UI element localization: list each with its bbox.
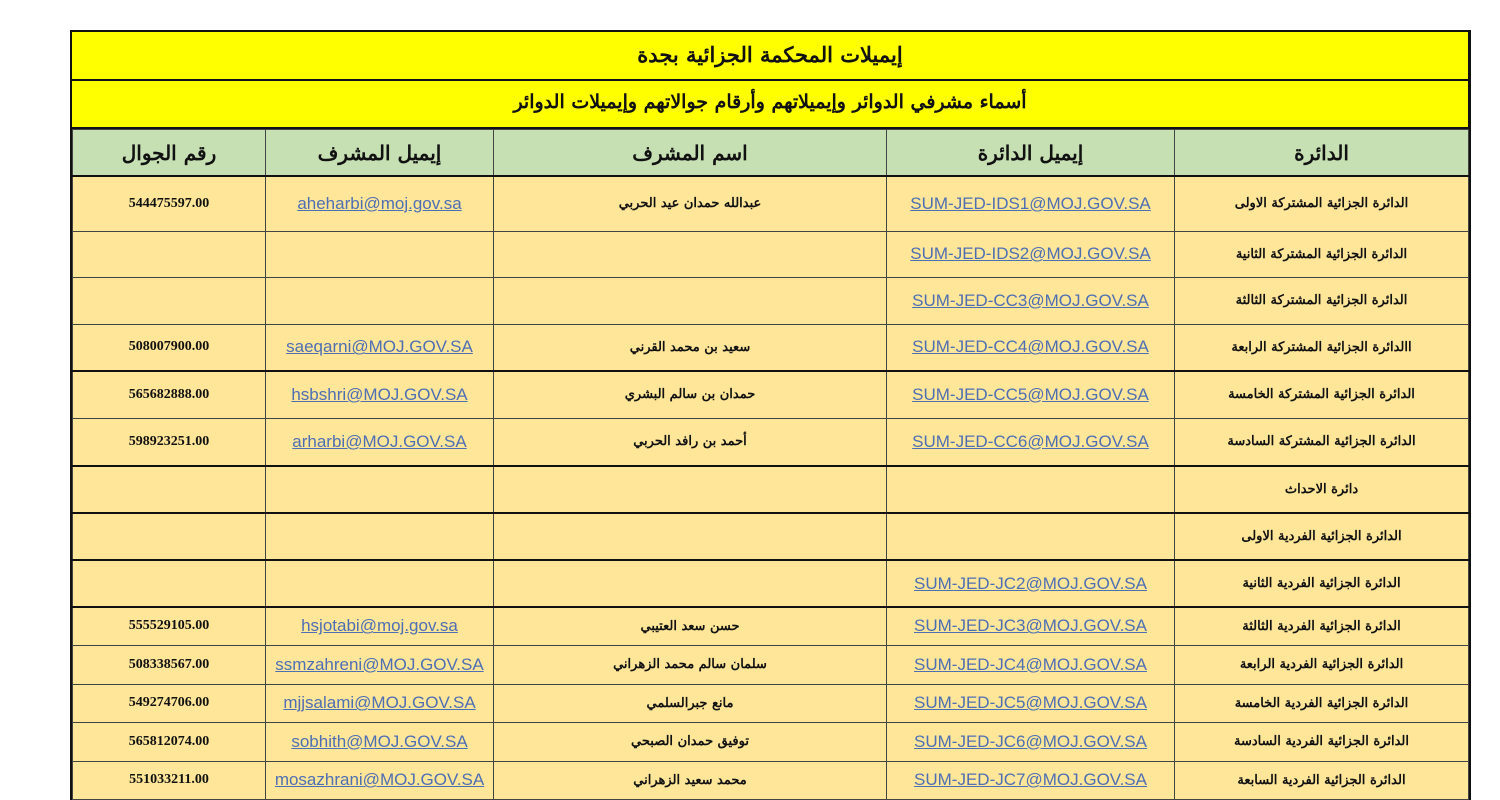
supervisor-email-cell (266, 324, 494, 371)
circuit-email-cell (887, 371, 1175, 418)
mobile-cell: 598923251.00 (73, 418, 266, 466)
header-circuit: الدائرة (1175, 130, 1469, 177)
table-row (73, 560, 1469, 607)
supervisor-email-cell (266, 176, 494, 231)
mobile-cell: 544475597.00 (73, 176, 266, 231)
spreadsheet (70, 30, 1471, 800)
mobile-cell: 508338567.00 (73, 645, 266, 684)
circuit-cell: الدائرة الجزائية الفردية الثانية (1175, 560, 1469, 607)
mobile-cell: 551033211.00 (73, 761, 266, 799)
supervisor-email-link[interactable]: mosazhrani@MOJ.GOV.SA (274, 770, 485, 789)
mobile-cell: 555529105.00 (73, 607, 266, 645)
circuit-cell: الدائرة الجزائية المشتركة السادسة (1175, 418, 1469, 466)
circuit-email-cell (887, 645, 1175, 684)
circuit-email-cell (887, 722, 1175, 761)
circuit-email-cell (887, 513, 1175, 560)
supervisor-cell (494, 513, 887, 560)
table-row (73, 231, 1469, 277)
circuit-email-link[interactable]: SUM-JED-JC4@MOJ.GOV.SA (914, 654, 1147, 674)
mobile-cell (73, 513, 266, 560)
mobile-cell: 549274706.00 (73, 684, 266, 722)
circuit-cell: دائرة الاحداث (1175, 466, 1469, 513)
supervisor-cell: توفيق حمدان الصبحي (494, 722, 887, 761)
table-row (73, 684, 1469, 722)
circuit-cell: الدائرة الجزائية الفردية الثالثة (1175, 607, 1469, 645)
supervisor-cell (494, 560, 887, 607)
header-supervisor: اسم المشرف (494, 130, 887, 177)
supervisor-email-cell (266, 607, 494, 645)
circuit-email-cell (887, 231, 1175, 277)
supervisor-cell (494, 277, 887, 324)
supervisor-email-cell (266, 371, 494, 418)
circuit-email-cell (887, 684, 1175, 722)
supervisor-cell: سعيد بن محمد القرني (494, 324, 887, 371)
supervisor-cell: أحمد بن رافد الحربي (494, 418, 887, 466)
sheet-title: إيميلات المحكمة الجزائية بجدة (72, 32, 1468, 81)
circuit-email-link[interactable]: SUM-JED-IDS1@MOJ.GOV.SA (910, 193, 1151, 213)
table-row (73, 722, 1469, 761)
supervisor-cell: مانع جبرالسلمي (494, 684, 887, 722)
circuit-cell: االدائرة الجزائية المشتركة الرابعة (1175, 324, 1469, 371)
mobile-cell: 565682888.00 (73, 371, 266, 418)
supervisor-email-link[interactable]: hsbshri@MOJ.GOV.SA (291, 384, 468, 404)
circuit-email-cell (887, 418, 1175, 466)
circuit-email-cell (887, 761, 1175, 799)
circuit-email-cell (887, 560, 1175, 607)
circuit-email-link[interactable]: SUM-JED-JC2@MOJ.GOV.SA (914, 573, 1147, 593)
supervisor-cell: حمدان بن سالم البشري (494, 371, 887, 418)
supervisor-email-link[interactable]: hsjotabi@moj.gov.sa (301, 616, 458, 636)
supervisor-email-link[interactable]: aheharbi@moj.gov.sa (297, 193, 462, 213)
supervisor-email-cell (266, 722, 494, 761)
supervisor-email-cell (266, 466, 494, 513)
circuit-cell: الدائرة الجزائية الفردية السادسة (1175, 722, 1469, 761)
circuit-cell: الدائرة الجزائية المشتركة الثانية (1175, 231, 1469, 277)
supervisor-cell: محمد سعيد الزهراني (494, 761, 887, 799)
table-row (73, 371, 1469, 418)
table-row (73, 513, 1469, 560)
table-row (73, 761, 1469, 799)
table-row (73, 607, 1469, 645)
supervisor-email-link[interactable]: sobhith@MOJ.GOV.SA (291, 731, 468, 751)
table-row (73, 418, 1469, 466)
mobile-cell: 565812074.00 (73, 722, 266, 761)
supervisor-email-cell (266, 513, 494, 560)
circuit-cell: الدائرة الجزائية الفردية السابعة (1175, 761, 1469, 799)
circuit-email-cell (887, 607, 1175, 645)
circuit-email-link[interactable]: SUM-JED-CC5@MOJ.GOV.SA (912, 384, 1149, 404)
circuit-email-link[interactable]: SUM-JED-JC6@MOJ.GOV.SA (914, 731, 1147, 751)
supervisor-email-cell (266, 418, 494, 466)
mobile-cell (73, 231, 266, 277)
circuit-email-link[interactable]: SUM-JED-JC7@MOJ.GOV.SA (914, 770, 1147, 789)
circuit-email-cell (887, 176, 1175, 231)
table-row (73, 466, 1469, 513)
supervisor-email-cell (266, 761, 494, 799)
circuit-cell: الدائرة الجزائية الفردية الرابعة (1175, 645, 1469, 684)
supervisor-email-cell (266, 560, 494, 607)
header-row (73, 130, 1469, 177)
circuit-email-link[interactable]: SUM-JED-CC3@MOJ.GOV.SA (912, 290, 1149, 310)
circuit-cell: الدائرة الجزائية الفردية الاولى (1175, 513, 1469, 560)
supervisor-email-link[interactable]: ssmzahreni@MOJ.GOV.SA (275, 654, 484, 674)
mobile-cell: 508007900.00 (73, 324, 266, 371)
supervisor-cell: حسن سعد العتيبي (494, 607, 887, 645)
circuit-email-link[interactable]: SUM-JED-CC4@MOJ.GOV.SA (912, 337, 1149, 357)
supervisor-cell: سلمان سالم محمد الزهراني (494, 645, 887, 684)
supervisor-email-link[interactable]: arharbi@MOJ.GOV.SA (292, 431, 467, 451)
circuit-cell: الدائرة الجزائية المشتركة الثالثة (1175, 277, 1469, 324)
table-row (73, 176, 1469, 231)
supervisor-email-link[interactable]: mjjsalami@MOJ.GOV.SA (283, 693, 476, 712)
circuit-email-link[interactable]: SUM-JED-IDS2@MOJ.GOV.SA (910, 244, 1151, 263)
supervisor-email-cell (266, 277, 494, 324)
supervisor-email-cell (266, 645, 494, 684)
table-row (73, 277, 1469, 324)
supervisor-cell (494, 466, 887, 513)
sheet-subtitle: أسماء مشرفي الدوائر وإيميلاتهم وأرقام جوالاتهم وإيميلات الدوائر (72, 81, 1468, 129)
circuit-email-cell (887, 324, 1175, 371)
circuit-cell: الدائرة الجزائية المشتركة الاولى (1175, 176, 1469, 231)
circuit-email-link[interactable]: SUM-JED-JC3@MOJ.GOV.SA (914, 616, 1147, 636)
header-circuit-email: إيميل الدائرة (887, 130, 1175, 177)
circuit-email-cell (887, 277, 1175, 324)
supervisor-cell: عبدالله حمدان عيد الحربي (494, 176, 887, 231)
header-supervisor-email: إيميل المشرف (266, 130, 494, 177)
mobile-cell (73, 277, 266, 324)
header-mobile: رقم الجوال (73, 130, 266, 177)
circuit-email-cell (887, 466, 1175, 513)
mobile-cell (73, 560, 266, 607)
mobile-cell (73, 466, 266, 513)
supervisor-email-cell (266, 231, 494, 277)
circuit-cell: الدائرة الجزائية المشتركة الخامسة (1175, 371, 1469, 418)
circuit-email-link[interactable]: SUM-JED-CC6@MOJ.GOV.SA (912, 431, 1149, 451)
supervisor-cell (494, 231, 887, 277)
supervisor-email-cell (266, 684, 494, 722)
supervisor-email-link[interactable]: saeqarni@MOJ.GOV.SA (286, 337, 473, 357)
email-table (72, 129, 1469, 800)
circuit-cell: الدائرة الجزائية الفردية الخامسة (1175, 684, 1469, 722)
circuit-email-link[interactable]: SUM-JED-JC5@MOJ.GOV.SA (914, 693, 1147, 712)
table-row (73, 645, 1469, 684)
table-row (73, 324, 1469, 371)
